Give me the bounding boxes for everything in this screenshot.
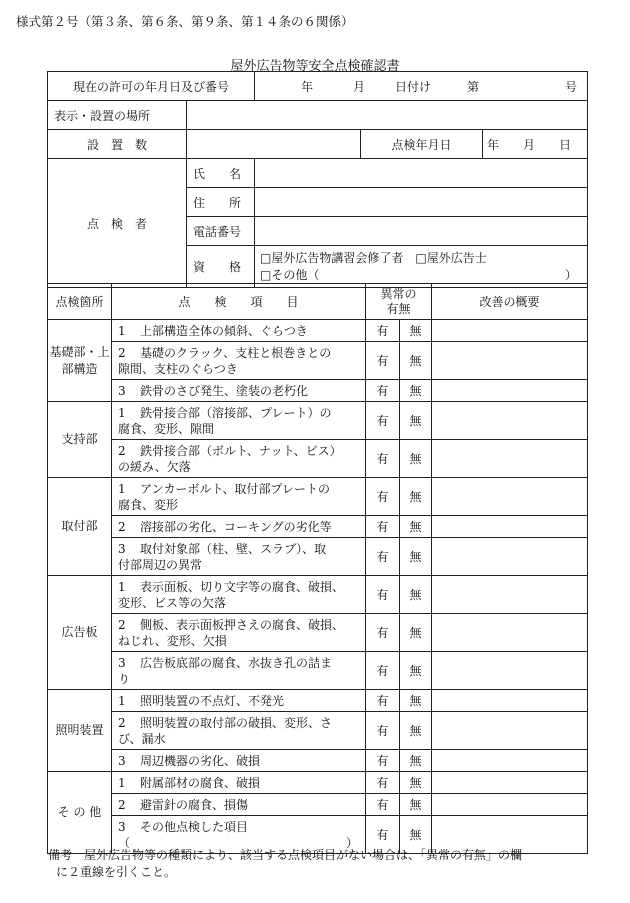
permit-year: 年: [301, 80, 314, 94]
abnormal-yes[interactable]: 有: [366, 478, 400, 516]
item-number: 1: [118, 481, 126, 496]
col-abnormal: [366, 284, 432, 320]
item-number: 2: [118, 715, 126, 730]
item-number: 1: [118, 579, 126, 594]
permit-value[interactable]: [255, 72, 588, 101]
inspection-item: [112, 690, 366, 712]
improvement-summary[interactable]: [432, 380, 588, 402]
abnormal-yes[interactable]: 有: [366, 652, 400, 690]
abnormal-yes[interactable]: 有: [366, 772, 400, 794]
abnormal-yes[interactable]: 有: [366, 402, 400, 440]
item-text-continued: （ ）: [118, 835, 359, 850]
item-text-continued: 付部周辺の異常: [118, 557, 203, 572]
inspection-row: [48, 772, 588, 794]
qual-label: 資 格: [187, 246, 255, 288]
inspection-item: [112, 712, 366, 750]
location-group-label: そ の 他: [48, 772, 112, 854]
item-text-continued: ねじれ、変形、欠損: [118, 633, 227, 648]
item-number: 2: [118, 519, 126, 534]
improvement-summary[interactable]: [432, 576, 588, 614]
improvement-summary[interactable]: [432, 342, 588, 380]
inspection-table: [47, 283, 588, 854]
inspection-row: [48, 478, 588, 516]
inspection-item: [112, 614, 366, 652]
item-text: 避雷針の腐食、損傷: [140, 797, 249, 812]
address-label: 住 所: [187, 188, 255, 217]
inspection-item: [112, 478, 366, 516]
qual-other: □その他（: [260, 267, 320, 282]
inspection-row: [48, 690, 588, 712]
item-text: 鉄骨接合部（ボルト、ナット、ビス）: [140, 443, 342, 458]
date-day: 日: [559, 138, 572, 152]
remark-line-1: 備考 屋外広告物等の種類により、該当する点検項目がない場合は、「異常の有無」の欄: [48, 848, 523, 862]
item-text: 鉄骨のさび発生、塗装の老朽化: [140, 383, 309, 398]
inspection-item: [112, 538, 366, 576]
inspection-item: [112, 402, 366, 440]
abnormal-yes[interactable]: 有: [366, 750, 400, 772]
item-text: 照明装置の不点灯、不発光: [140, 693, 285, 708]
permit-label: 現在の許可の年月日及び番号: [48, 72, 255, 101]
inspection-row: [48, 440, 588, 478]
inspector-name-row: [48, 159, 588, 188]
location-row: [48, 101, 588, 130]
location-group-label: 基礎部・上部構造: [48, 320, 112, 402]
col-improvement: 改善の概要: [432, 284, 588, 320]
improvement-summary[interactable]: [432, 478, 588, 516]
item-number: 3: [118, 819, 126, 834]
abnormal-yes[interactable]: 有: [366, 712, 400, 750]
count-row: [48, 130, 588, 159]
abnormal-yes[interactable]: 有: [366, 516, 400, 538]
item-number: 3: [118, 383, 126, 398]
improvement-summary[interactable]: [432, 772, 588, 794]
location-group-label: 取付部: [48, 478, 112, 576]
abnormal-no[interactable]: 無: [400, 712, 432, 750]
abnormal-no[interactable]: 無: [400, 380, 432, 402]
inspection-row: [48, 750, 588, 772]
abnormal-yes[interactable]: 有: [366, 690, 400, 712]
abnormal-yes[interactable]: 有: [366, 342, 400, 380]
item-number: 2: [118, 617, 126, 632]
item-text-continued: 隙間、支柱のぐらつき: [118, 361, 238, 376]
abnormal-no[interactable]: 無: [400, 614, 432, 652]
location-group-label: 支持部: [48, 402, 112, 478]
abnormal-no[interactable]: 無: [400, 342, 432, 380]
col-items: 点 検 項 目: [112, 284, 366, 320]
item-text: 側板、表示面板押さえの腐食、破損、: [140, 617, 345, 632]
abnormal-yes[interactable]: 有: [366, 794, 400, 816]
permit-row: [48, 72, 588, 101]
abnormal-no[interactable]: 無: [400, 538, 432, 576]
improvement-summary[interactable]: [432, 516, 588, 538]
improvement-summary[interactable]: [432, 538, 588, 576]
count-value[interactable]: [187, 130, 361, 159]
abnormal-no[interactable]: 無: [400, 478, 432, 516]
date-month: 月: [523, 138, 536, 152]
abnormal-no[interactable]: 無: [400, 516, 432, 538]
inspection-item: [112, 794, 366, 816]
inspection-header-row: [48, 284, 588, 320]
improvement-summary[interactable]: [432, 712, 588, 750]
inspector-label: 点 検 者: [48, 159, 187, 288]
abnormal-no[interactable]: 無: [400, 440, 432, 478]
item-text-continued: 腐食、変形: [118, 497, 179, 512]
remark-line-2: に２重線を引くこと。: [56, 865, 177, 879]
location-label: 表示・設置の場所: [48, 101, 187, 130]
count-label: 設 置 数: [48, 130, 187, 159]
inspection-row: [48, 794, 588, 816]
abnormal-yes[interactable]: 有: [366, 320, 400, 342]
improvement-summary[interactable]: [432, 320, 588, 342]
header-table: [47, 71, 588, 288]
item-text: 取付対象部（柱、壁、スラブ）、取: [140, 541, 327, 556]
item-number: 2: [118, 797, 126, 812]
abnormal-yes[interactable]: 有: [366, 440, 400, 478]
remark: [48, 847, 608, 881]
col-abnormal-1: 異常の: [380, 286, 417, 301]
inspection-item: [112, 750, 366, 772]
inspection-body: [48, 320, 588, 854]
qual-value[interactable]: [255, 246, 588, 288]
phone-label: 電話番号: [187, 217, 255, 246]
date-value[interactable]: [483, 130, 588, 159]
improvement-summary[interactable]: [432, 402, 588, 440]
inspection-item: [112, 516, 366, 538]
inspection-item: [112, 772, 366, 794]
inspection-row: [48, 402, 588, 440]
improvement-summary[interactable]: [432, 614, 588, 652]
improvement-summary[interactable]: [432, 690, 588, 712]
item-text-continued: の緩み、欠落: [118, 459, 191, 474]
abnormal-no[interactable]: 無: [400, 652, 432, 690]
address-value[interactable]: [255, 188, 588, 217]
inspection-item: [112, 576, 366, 614]
item-number: 3: [118, 541, 126, 556]
item-text-continued: 変形、ビス等の欠落: [118, 595, 227, 610]
item-number: 2: [118, 443, 126, 458]
permit-go: 号: [565, 80, 578, 94]
inspection-row: [48, 516, 588, 538]
abnormal-no[interactable]: 無: [400, 402, 432, 440]
inspection-row: [48, 576, 588, 614]
abnormal-no[interactable]: 無: [400, 794, 432, 816]
inspection-row: [48, 652, 588, 690]
inspection-item: [112, 320, 366, 342]
date-year: 年: [487, 138, 500, 152]
abnormal-no[interactable]: 無: [400, 816, 432, 854]
item-number: 1: [118, 693, 126, 708]
item-number: 3: [118, 753, 126, 768]
abnormal-no[interactable]: 無: [400, 320, 432, 342]
abnormal-no[interactable]: 無: [400, 576, 432, 614]
location-group-label: 広告板: [48, 576, 112, 690]
item-number: 2: [118, 345, 126, 360]
item-number: 1: [118, 405, 126, 420]
abnormal-yes[interactable]: 有: [366, 614, 400, 652]
improvement-summary[interactable]: [432, 440, 588, 478]
inspection-item: [112, 652, 366, 690]
item-number: 3: [118, 655, 126, 670]
inspection-row: [48, 320, 588, 342]
inspection-row: [48, 538, 588, 576]
abnormal-yes[interactable]: 有: [366, 576, 400, 614]
col-location: 点検箇所: [48, 284, 112, 320]
improvement-summary[interactable]: [432, 652, 588, 690]
form-number: 様式第２号（第３条、第６条、第９条、第１４条の６関係）: [16, 14, 354, 29]
abnormal-no[interactable]: 無: [400, 772, 432, 794]
item-text: 溶接部の劣化、コーキングの劣化等: [140, 519, 332, 534]
permit-month: 月: [353, 80, 366, 94]
inspection-item: [112, 380, 366, 402]
item-text: 照明装置の取付部の破損、変形、さ: [140, 715, 333, 730]
inspection-row: [48, 614, 588, 652]
abnormal-yes[interactable]: 有: [366, 538, 400, 576]
name-value[interactable]: [255, 159, 588, 188]
item-text: 広告板底部の腐食、水抜き孔の詰ま: [140, 655, 333, 670]
item-text-continued: び、漏水: [118, 731, 166, 746]
inspection-item: [112, 440, 366, 478]
date-label: 点検年月日: [361, 130, 483, 159]
phone-value[interactable]: [255, 217, 588, 246]
location-group-label: 照明装置: [48, 690, 112, 772]
item-number: 1: [118, 323, 126, 338]
abnormal-no[interactable]: 無: [400, 750, 432, 772]
qual-options: □屋外広告物講習会修了者 □屋外広告士: [260, 250, 487, 265]
item-text: 基礎のクラック、支柱と根巻きとの: [140, 345, 332, 360]
item-text: その他点検した項目: [140, 819, 249, 834]
item-text: 周辺機器の劣化、破損: [140, 753, 261, 768]
item-text: 表示面板、切り文字等の腐食、破損、: [140, 579, 345, 594]
permit-day: 日付け: [395, 80, 432, 94]
abnormal-no[interactable]: 無: [400, 690, 432, 712]
item-text: 鉄骨接合部（溶接部、プレート）の: [140, 405, 332, 420]
permit-dai: 第: [467, 80, 480, 94]
name-label: 氏 名: [187, 159, 255, 188]
inspection-row: [48, 380, 588, 402]
qual-other-close: ）: [565, 267, 578, 282]
improvement-summary[interactable]: [432, 794, 588, 816]
item-text: 上部構造全体の傾斜、ぐらつき: [140, 323, 308, 338]
abnormal-yes[interactable]: 有: [366, 816, 400, 854]
inspection-row: [48, 712, 588, 750]
item-text: アンカーボルト、取付部プレートの: [140, 481, 330, 496]
item-text: 附属部材の腐食、破損: [140, 775, 261, 790]
item-number: 1: [118, 775, 126, 790]
item-text-continued: 腐食、変形、隙間: [118, 421, 215, 436]
location-value[interactable]: [187, 101, 588, 130]
inspection-item: [112, 342, 366, 380]
inspection-row: [48, 342, 588, 380]
improvement-summary[interactable]: [432, 750, 588, 772]
item-text-continued: り: [118, 671, 131, 686]
abnormal-yes[interactable]: 有: [366, 380, 400, 402]
col-abnormal-2: 有無: [386, 301, 411, 316]
qual-other-row: [260, 267, 587, 284]
form-title: 屋外広告物等安全点検確認書: [230, 59, 400, 74]
